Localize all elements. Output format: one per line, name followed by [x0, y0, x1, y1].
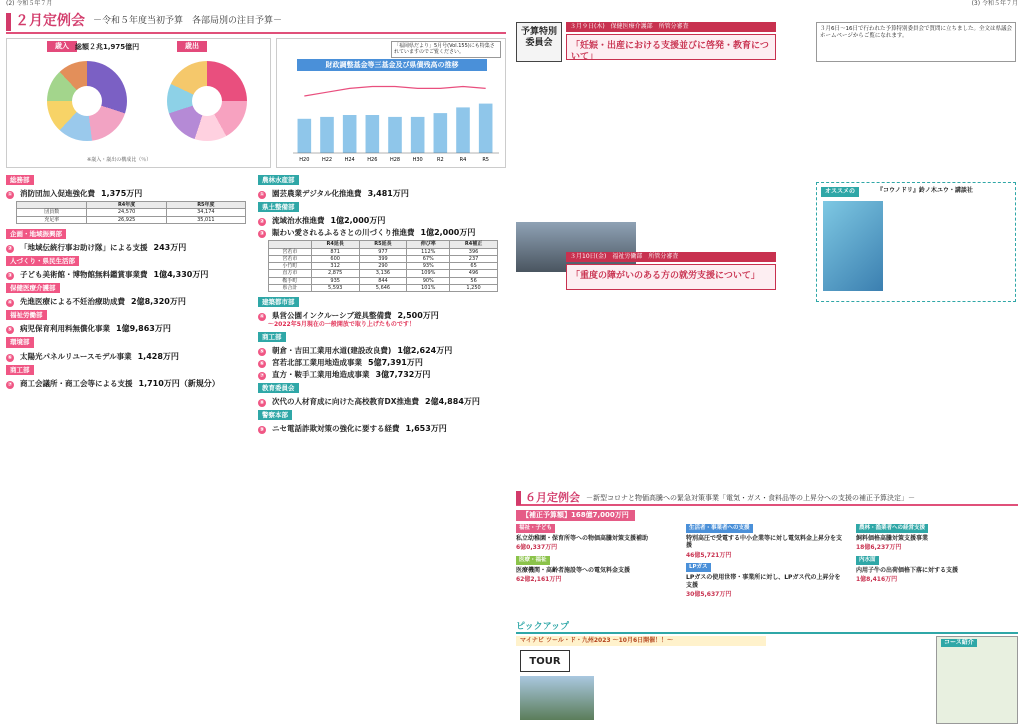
- td: 24,570: [87, 209, 166, 216]
- q1-strip: ３月９日(木) 保健医療介護部 所管分審査: [566, 22, 776, 32]
- column-left: [6, 172, 251, 389]
- item-amount: 1,375万円: [101, 189, 143, 199]
- category-health: 保健医療介護部: [6, 283, 60, 293]
- td: 935: [311, 277, 359, 284]
- item-name: 消防団加入促進強化費: [20, 189, 95, 199]
- june-subtitle: －新型コロナと物価高騰への緊急対策事業「電気・ガス・食料品等の上昇分への支援の補正予算決定」－: [586, 493, 915, 502]
- item-b6: [258, 358, 503, 368]
- section-header: [6, 12, 506, 34]
- category-construct: 建築都市部: [258, 297, 299, 307]
- item-a5: [6, 324, 251, 334]
- td: 65: [450, 263, 498, 270]
- june-item-amount: 6億0,337万円: [516, 544, 558, 552]
- th: [269, 241, 312, 248]
- q1-headline: 「妊娠・出産における支援並びに啓発・教育について」: [566, 34, 776, 60]
- info-box: ３月6日～16日で行われた予算特別委員会で質問に立ちました。全文は県議会ホームページからご覧になれます。: [816, 22, 1016, 62]
- item-amount: 243万円: [153, 243, 187, 252]
- item-amount: 1億2,624万円: [397, 345, 453, 355]
- td: 1,250: [450, 284, 498, 291]
- item-number: ⑥: [7, 354, 13, 361]
- budget-breakdown: [6, 38, 271, 168]
- fund-chart-title: 財政調整基金等三基金及び県債残高の推移: [297, 59, 487, 71]
- td: 600: [311, 255, 359, 262]
- th: R4補正: [450, 241, 498, 248]
- item-name: 病児保育利用料無償化事業: [20, 324, 110, 334]
- td: 34,174: [166, 209, 245, 216]
- td: 鞍手町: [269, 277, 312, 284]
- recommend-title: 『コウノドリ』鈴ノ木ユウ・講談社: [877, 187, 973, 194]
- item-name: 先進医療による不妊治療助成費: [20, 297, 125, 307]
- fund-tick-label: H30: [412, 157, 423, 163]
- table-firefighters: [16, 201, 246, 224]
- item-number: ③: [7, 273, 13, 280]
- june-item-name: LPガスの使用世帯・事業所に対し、LPガス代の上昇分を支援: [686, 574, 841, 589]
- td: 90%: [407, 277, 450, 284]
- june-cat: 内水面: [856, 556, 879, 565]
- item-number: ④: [7, 300, 13, 307]
- item-number: ⑥: [259, 360, 265, 367]
- item-number: ⑦: [7, 381, 13, 388]
- category-environment: 環境部: [6, 337, 34, 347]
- item-number: ②: [7, 246, 13, 252]
- fund-tick-label: R5: [482, 157, 489, 163]
- td: 112%: [407, 248, 450, 255]
- book-cover: [823, 201, 883, 291]
- june-item-name: 私立幼稚園・保育所等への物価高騰対策支援補助: [516, 534, 649, 542]
- item-b2: [258, 216, 503, 226]
- june-item-amount: 46億5,721万円: [686, 551, 732, 559]
- tour-logo: TOUR: [520, 650, 570, 672]
- item-a7: [6, 379, 251, 389]
- fund-line: [304, 87, 485, 97]
- left-page: [6, 12, 506, 724]
- item-amount: 1億4,330万円: [153, 270, 209, 280]
- item-amount: 1億2,000万円: [420, 228, 476, 238]
- item-name: 次代の人材育成に向けた高校教育DX推進費: [272, 396, 420, 406]
- item-number: ②: [259, 219, 265, 226]
- item-amount: 1,428万円: [137, 351, 179, 361]
- fund-chart-box: [276, 38, 506, 168]
- item-name: 商工会議所・商工会等による支援: [20, 378, 133, 388]
- item-name: 「地域伝統行事お助け隊」による支援: [20, 243, 148, 252]
- item-number: ⑤: [7, 327, 13, 334]
- item-name: 直方・鞍手工業用地造成事業: [272, 369, 370, 379]
- category-land: 県土整備部: [258, 202, 299, 212]
- td: 290: [359, 263, 407, 270]
- item-amount: 1億9,863万円: [116, 324, 171, 334]
- photo-cyclist: [520, 676, 594, 720]
- td: 977: [359, 248, 407, 255]
- june-cat: 農林・漁業者への経営支援: [856, 524, 928, 533]
- item-amount: 1,653万円: [405, 424, 447, 433]
- category-agri: 農林水産部: [258, 175, 299, 185]
- item-a2: [6, 243, 251, 253]
- td: 496: [450, 270, 498, 277]
- item-name: 流域治水推進費: [272, 216, 325, 226]
- income-label: 歳入: [47, 41, 77, 52]
- item-b5: [258, 346, 503, 356]
- item-number: ④: [259, 314, 265, 321]
- td: 93%: [407, 263, 450, 270]
- td: 宮若市: [269, 248, 312, 255]
- fund-tick-label: R4: [459, 157, 467, 163]
- fund-note: 「福岡県だより」5月号(Vol.155)にも特集されていますのでご覧ください。: [391, 41, 501, 58]
- june-item-name: 医療機関・高齢者施設等への電気料金支援: [516, 566, 631, 574]
- june-col-3: [856, 524, 1016, 624]
- june-item-amount: 1億8,416万円: [856, 576, 898, 584]
- td: 県合計: [269, 284, 312, 291]
- june-item-name: 特別高圧で受電する中小企業等に対し電気料金上昇分を支援: [686, 534, 843, 550]
- item-amount: 2億4,884万円: [425, 396, 480, 406]
- budget-total: 総額２兆1,975億円: [75, 43, 140, 51]
- item-b7: [258, 370, 503, 380]
- june-item-amount: 30億5,637万円: [686, 591, 732, 599]
- item-amount: 3億7,732万円: [375, 369, 431, 379]
- category-general: 総務部: [6, 175, 34, 185]
- item-amount: 1,710万円（新規分）: [138, 378, 220, 388]
- june-cat: 生活者・事業者への支援: [686, 524, 753, 533]
- item-name: 園芸農業デジタル化推進費: [272, 189, 362, 199]
- item-number: ①: [259, 192, 265, 199]
- fund-chart: [281, 73, 503, 165]
- section-subtitle: －令和５年度当初予算 各部局別の注目予算－: [93, 16, 283, 27]
- spend-label: 歳出: [177, 41, 207, 52]
- section-title: ２月定例会: [6, 13, 85, 31]
- item-name: 宮若北部工業用地造成事業: [272, 357, 362, 367]
- item-a6: [6, 352, 251, 362]
- td: 56: [450, 277, 498, 284]
- th: [17, 202, 87, 209]
- td: 399: [359, 255, 407, 262]
- item-number: ⑧: [259, 399, 265, 406]
- item-b4: [258, 311, 503, 321]
- category-education: 教育委員会: [258, 383, 299, 393]
- june-cat: LPガス: [686, 563, 711, 572]
- item-name: 子ども美術館・博物館無料鑑賞事業費: [20, 270, 148, 280]
- td: 67%: [407, 255, 450, 262]
- item-b9: [258, 424, 503, 434]
- th: R5延長: [359, 241, 407, 248]
- td: 871: [311, 248, 359, 255]
- td: 35,011: [166, 216, 245, 223]
- td: 396: [450, 248, 498, 255]
- fund-bar: [456, 107, 470, 153]
- category-commerce-b: 商工部: [258, 332, 286, 342]
- td: 宮若市: [269, 255, 312, 262]
- fund-bar: [479, 104, 493, 153]
- category-police: 警察本部: [258, 410, 292, 420]
- fund-bar: [298, 119, 312, 153]
- june-col-2: [686, 524, 846, 624]
- item-amount: 3,481万円: [367, 189, 409, 199]
- income-donut: [47, 61, 127, 141]
- th: R4延長: [311, 241, 359, 248]
- item-number: ③: [259, 231, 265, 238]
- fund-tick-label: H28: [389, 157, 401, 163]
- item-amount: 5億7,391万円: [368, 357, 423, 367]
- item-number: ⑤: [259, 348, 265, 355]
- item-name: 太陽光パネルリユースモデル事業: [20, 351, 132, 361]
- pickup-title: ピックアップ: [516, 622, 1018, 634]
- q2-strip: ３月10日(金) 福祉労働部 所管分審査: [566, 252, 776, 262]
- item-number: ⑦: [259, 372, 265, 379]
- pickup-banner: マイナビ ツール・ド・九州2023 ～10月6日開催！！～: [516, 636, 766, 646]
- td: 5,593: [311, 284, 359, 291]
- td: 109%: [407, 270, 450, 277]
- item-name: ニセ電話詐欺対策の強化に要する経費: [272, 424, 400, 433]
- page-number-right: (3) 令和５年７月: [971, 0, 1018, 7]
- fund-tick-label: R2: [437, 157, 444, 163]
- item-amount: 2億8,320万円: [131, 297, 186, 307]
- td: 直方市: [269, 270, 312, 277]
- june-col-1: [516, 524, 676, 624]
- td: 3,136: [359, 270, 407, 277]
- td: 充足率: [17, 216, 87, 223]
- fund-bar: [366, 115, 380, 153]
- td: 団員数: [17, 209, 87, 216]
- category-commerce: 商工部: [6, 365, 34, 375]
- item-b8: [258, 397, 503, 407]
- recommend-label: オススメの: [821, 187, 859, 197]
- june-header: [516, 492, 1018, 506]
- category-planning: 企画・地域振興部: [6, 229, 66, 239]
- th: R4年度: [87, 202, 166, 209]
- fund-tick-label: H24: [344, 157, 355, 163]
- th: R5年度: [166, 202, 245, 209]
- td: 5,646: [359, 284, 407, 291]
- item-amount: 1億2,000万円: [330, 216, 386, 226]
- td: 844: [359, 277, 407, 284]
- page-number-left: (2) 令和５年７月: [6, 0, 53, 7]
- item-name: 朝倉・吉田工業用水道(建設改良費): [272, 345, 392, 355]
- fund-tick-label: H26: [367, 157, 378, 163]
- june-item-amount: 62億2,161万円: [516, 576, 562, 584]
- item-b3: [258, 228, 503, 238]
- item-name: 県営公園インクルーシブ遊具整備費: [272, 311, 392, 321]
- fund-tick-label: H20: [299, 157, 310, 163]
- item-amount: 2,500万円: [397, 311, 439, 321]
- category-youth: 人づくり・県民生活部: [6, 256, 79, 266]
- td: 237: [450, 255, 498, 262]
- item-number: ⑨: [259, 427, 265, 433]
- fund-bar: [388, 117, 402, 153]
- committee-badge: 予算特別委員会: [516, 22, 562, 62]
- fund-bar: [434, 113, 448, 153]
- recommend-box: [816, 182, 1016, 302]
- td: 26,925: [87, 216, 166, 223]
- june-title: ６月定例会: [516, 491, 580, 505]
- june-total: 【補正予算額】168億7,000万円: [516, 510, 635, 521]
- td: 2,875: [311, 270, 359, 277]
- fund-tick-label: H22: [321, 157, 333, 163]
- td: 101%: [407, 284, 450, 291]
- fund-bar: [320, 117, 334, 153]
- june-cat: 福祉・子ども: [516, 524, 555, 533]
- item-b1: [258, 189, 503, 199]
- notice-red: 〜2022年5月現在の一般開放で取り上げたものです！: [268, 321, 415, 329]
- td: 312: [311, 263, 359, 270]
- right-page: [516, 12, 1018, 724]
- budget-note: ※歳入・歳出の構成比（％）: [87, 156, 152, 163]
- th: 伸び率: [407, 241, 450, 248]
- item-a4: [6, 297, 251, 307]
- item-name: 賑わい愛されるふるさとの川づくり推進費: [272, 228, 415, 238]
- fund-bar: [411, 117, 425, 153]
- item-a1: [6, 189, 251, 199]
- fund-bar: [343, 115, 357, 153]
- category-welfare: 福祉労働部: [6, 310, 47, 320]
- q2-headline: 「重度の障がいのある方の就労支援について」: [566, 264, 776, 290]
- td: 小竹町: [269, 263, 312, 270]
- june-item-name: 内用子牛の出荷価格下落に対する支援: [856, 566, 959, 574]
- june-item-name: 飼料価格高騰対策支援事業: [856, 534, 929, 542]
- item-a3: [6, 270, 251, 280]
- course-map: [936, 636, 1018, 724]
- map-label: コース紹介: [941, 639, 977, 647]
- spend-donut: [167, 61, 247, 141]
- june-cat: 医療・福祉: [516, 556, 550, 565]
- table-industrial: [268, 240, 498, 292]
- june-item-amount: 18億6,237万円: [856, 544, 902, 552]
- column-right: [258, 172, 503, 434]
- item-number: ①: [7, 192, 13, 199]
